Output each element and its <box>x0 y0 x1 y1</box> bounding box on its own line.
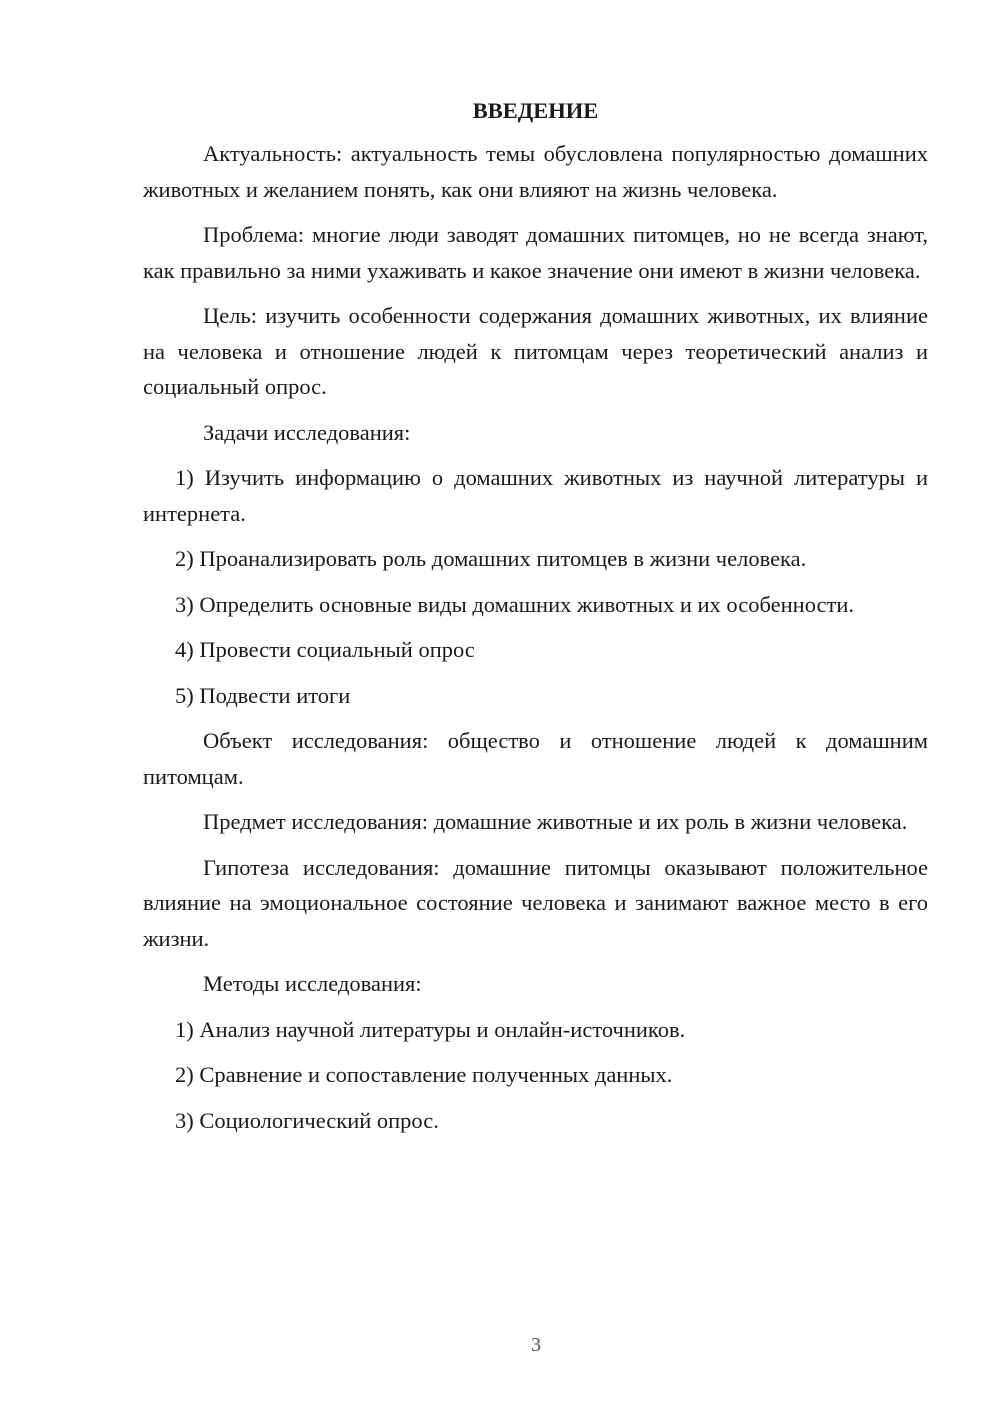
method-item: 2) Сравнение и сопоставление полученных данных. <box>175 1062 673 1087</box>
section-heading: ВВЕДЕНИЕ <box>472 98 599 123</box>
paragraph-relevance: Актуальность: актуальность темы обусловлена популярностью домашних животных и желанием понять, как они влияют на жизнь человека. <box>143 141 928 202</box>
method-item: 1) Анализ научной литературы и онлайн-источников. <box>175 1016 686 1042</box>
paragraph-problem: Проблема: многие люди заводят домашних питомцев, но не всегда знают, как правильно за ними ухаживать и какое значение они имеют в жизни человека. <box>143 222 928 283</box>
tasks-title: Задачи исследования: <box>203 419 411 445</box>
task-item: 3) Определить основные виды домашних животных и их особенности. <box>175 591 854 617</box>
paragraph-goal: Цель: изучить особенности содержания домашних животных, их влияние на человека и отношение людей к питомцам через теоретический анализ и социальный опрос. <box>143 303 928 399</box>
page-content <box>143 96 928 1148</box>
task-item: 2) Проанализировать роль домашних питомцев в жизни человека. <box>175 546 807 571</box>
task-item: 5) Подвести итоги <box>175 682 351 708</box>
paragraph-object: Объект исследования: общество и отношение людей к домашним питомцам. <box>143 728 928 789</box>
paragraph-subject: Предмет исследования: домашние животные и их роль в жизни человека. <box>203 809 908 834</box>
methods-title: Методы исследования: <box>203 971 422 996</box>
page-number: 3 <box>531 1334 541 1356</box>
task-item: 4) Провести социальный опрос <box>175 637 475 662</box>
method-item: 3) Социологический опрос. <box>175 1107 439 1133</box>
task-item: 1) Изучить информацию о домашних животных из научной литературы и интернета. <box>143 465 928 526</box>
paragraph-hypothesis: Гипотеза исследования: домашние питомцы оказывают положительное влияние на эмоциональное состояние человека и занимают важное место в его жизни. <box>143 854 928 951</box>
